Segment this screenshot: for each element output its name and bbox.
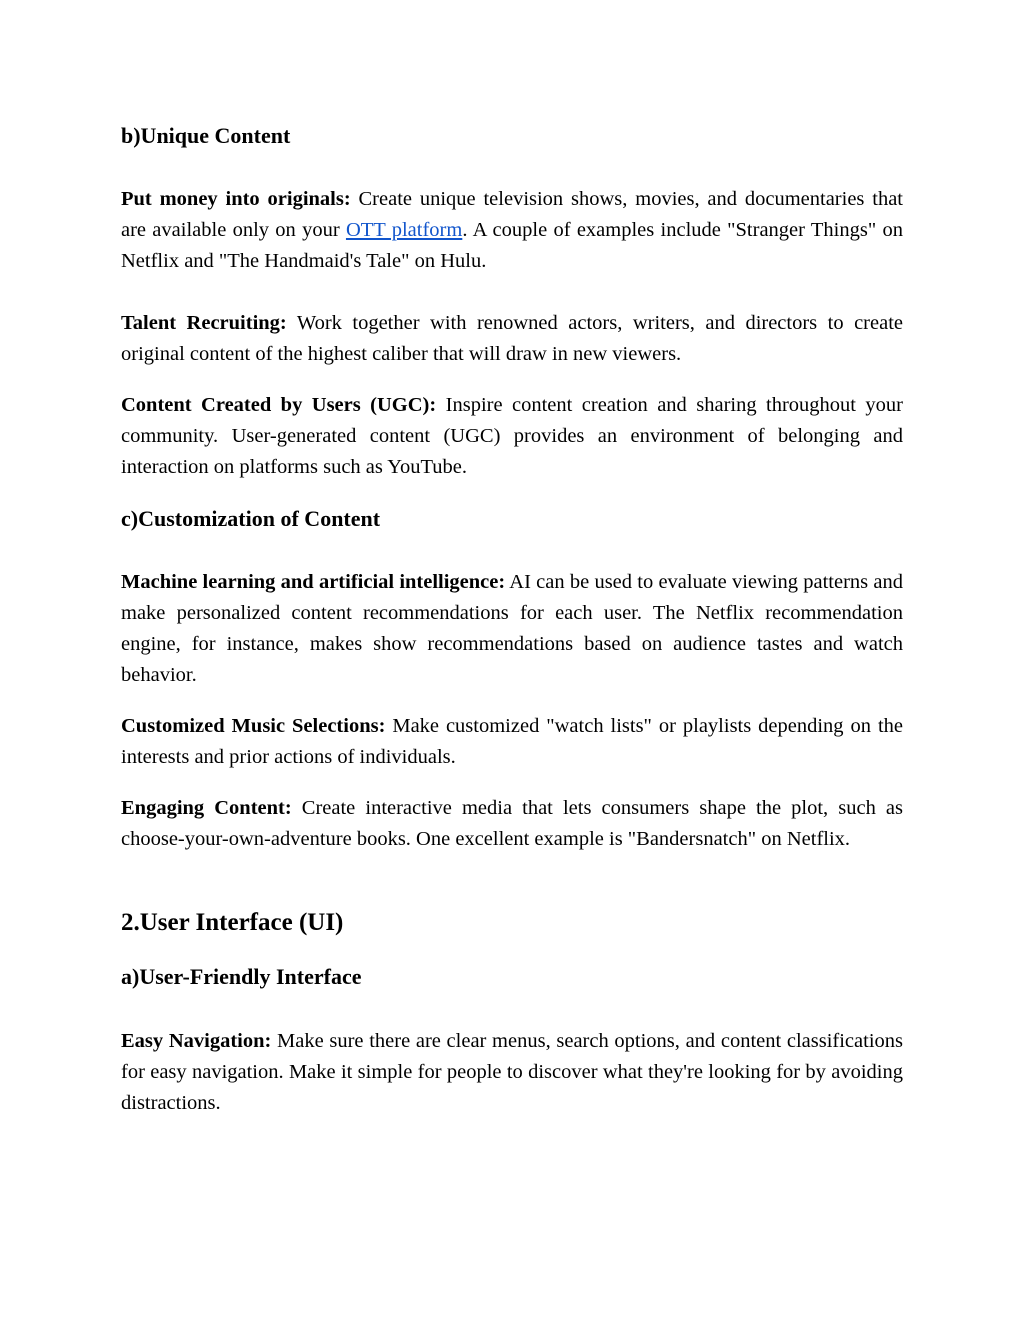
label-easy-navigation: Easy Navigation: <box>121 1030 272 1052</box>
heading-user-friendly: a)User-Friendly Interface <box>121 964 362 989</box>
paragraph-music-selections <box>121 711 903 773</box>
paragraph-easy-navigation <box>121 1026 903 1119</box>
heading-customization: c)Customization of Content <box>121 506 381 531</box>
label-music-selections: Customized Music Selections: <box>121 715 386 737</box>
heading-unique-content: b)Unique Content <box>121 123 291 148</box>
label-ugc: Content Created by Users (UGC): <box>121 394 437 416</box>
label-talent-recruiting: Talent Recruiting: <box>121 312 287 334</box>
paragraph-ugc <box>121 390 903 483</box>
text-ml-ai: AI can be used to evaluate viewing patterns and make personalized content recommendations for each user. The Netflix recommendation engine, for instance, makes show recommendations based on audience tastes and watch behavior. <box>121 571 903 686</box>
text-originals-before-link: Create unique television shows, movies, and documentaries that are available only on your <box>121 188 903 241</box>
text-originals-after-link: . A couple of examples include "Stranger Things" on Netflix and "The Handmaid's Tale" on Hulu. <box>121 219 903 272</box>
heading-user-interface: 2.User Interface (UI) <box>121 909 344 936</box>
text-engaging-content: Create interactive media that lets consumers shape the plot, such as choose-your-own-adventure books. One excellent example is "Bandersnatch" on Netflix. <box>121 797 904 850</box>
label-engaging-content: Engaging Content: <box>121 797 292 819</box>
text-ugc: Inspire content creation and sharing throughout your community. User-generated content (UGC) provides an environment of belonging and interaction on platforms such as YouTube. <box>121 394 903 478</box>
paragraph-talent-recruiting <box>121 308 903 370</box>
paragraph-ml-ai <box>121 567 903 691</box>
paragraph-originals <box>121 184 903 277</box>
paragraph-engaging-content <box>121 793 903 855</box>
text-music-selections: Make customized "watch lists" or playlists depending on the interests and prior actions of individuals. <box>121 715 903 768</box>
text-talent-recruiting: Work together with renowned actors, writers, and directors to create original content of the highest caliber that will draw in new viewers. <box>121 312 903 365</box>
text-easy-navigation: Make sure there are clear menus, search options, and content classifications for easy navigation. Make it simple for people to discover what they're looking for by avoiding distractions. <box>121 1030 903 1114</box>
label-originals: Put money into originals: <box>121 188 351 210</box>
ott-platform-link[interactable]: OTT platform <box>345 219 463 241</box>
label-ml-ai: Machine learning and artificial intelligence: <box>121 571 506 593</box>
